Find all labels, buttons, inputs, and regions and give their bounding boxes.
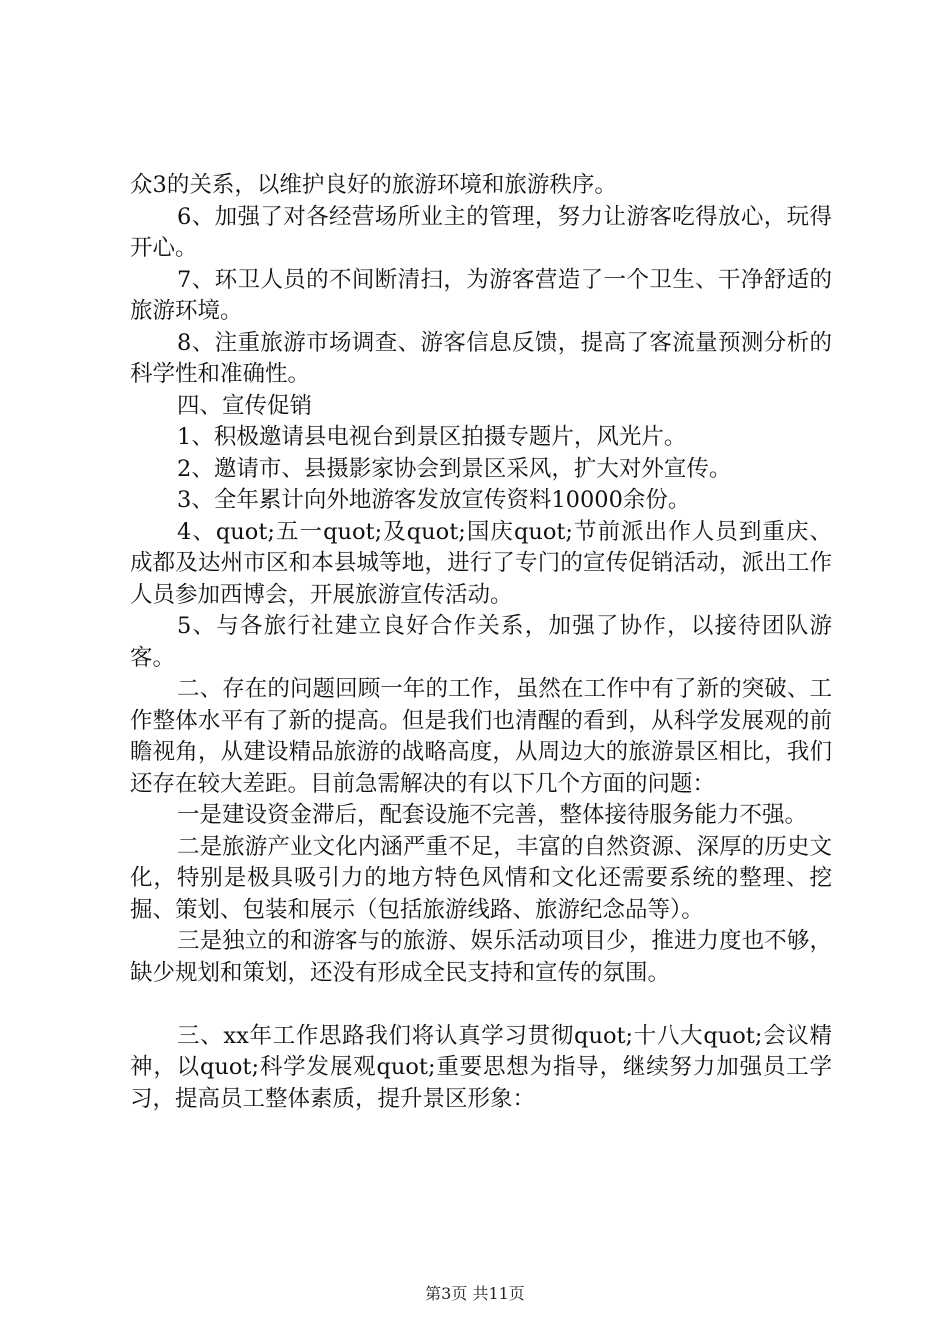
- paragraph-15: 三、xx年工作思路我们将认真学习贯彻quot;十八大quot;会议精神，以quot;科学发展观quot;重要思想为指导，继续努力加强员工学习，提高员工整体素质，提升景区形象：: [130, 1022, 832, 1112]
- paragraph-4: 8、注重旅游市场调查、游客信息反馈，提高了客流量预测分析的科学性和准确性。: [130, 329, 832, 387]
- paragraph-3: 7、环卫人员的不间断清扫，为游客营造了一个卫生、干净舒适的旅游环境。: [130, 266, 832, 324]
- paragraph-10: 5、与各旅行社建立良好合作关系，加强了协作，以接待团队游客。: [130, 613, 832, 671]
- paragraph-gap: [130, 989, 832, 1021]
- paragraph-7: 2、邀请市、县摄影家协会到景区采风，扩大对外宣传。: [177, 455, 732, 482]
- paragraph-11: 二、存在的问题回顾一年的工作，虽然在工作中有了新的突破、工作整体水平有了新的提高。但是我们也清醒的看到，从科学发展观的前瞻视角，从建设精品旅游的战略高度，从周边大的旅游景区相比，我们还存在较大差距。目前急需解决的有以下几个方面的问题：: [130, 676, 832, 797]
- paragraph-9: 4、quot;五一quot;及quot;国庆quot;节前派出作人员到重庆、成都及达州市区和本县城等地，进行了专门的宣传促销活动，派出工作人员参加西博会，开展旅游宣传活动。: [130, 518, 832, 608]
- document-body: [130, 170, 832, 1115]
- paragraph-8: 3、全年累计向外地游客发放宣传资料10000余份。: [177, 487, 691, 513]
- page-footer: 第3页 共11页: [425, 1284, 525, 1303]
- section-heading-publicity: 四、宣传促销: [177, 392, 313, 419]
- paragraph-2: 6、加强了对各经营场所业主的管理，努力让游客吃得放心，玩得开心。: [130, 203, 832, 261]
- paragraph-1: 众3的关系，以维护良好的旅游环境和旅游秩序。: [130, 172, 617, 198]
- paragraph-14: 三是独立的和游客与的旅游、娱乐活动项目少，推进力度也不够，缺少规划和策划，还没有形成全民支持和宣传的氛围。: [130, 928, 832, 986]
- paragraph-12: 一是建设资金滞后，配套设施不完善，整体接待服务能力不强。: [177, 802, 808, 828]
- paragraph-13: 二是旅游产业文化内涵严重不足，丰富的自然资源、深厚的历史文化，特别是极具吸引力的地方特色风情和文化还需要系统的整理、挖掘、策划、包装和展示（包括旅游线路、旅游纪念品等）。: [130, 833, 832, 923]
- paragraph-6: 1、积极邀请县电视台到景区拍摄专题片，风光片。: [177, 424, 687, 450]
